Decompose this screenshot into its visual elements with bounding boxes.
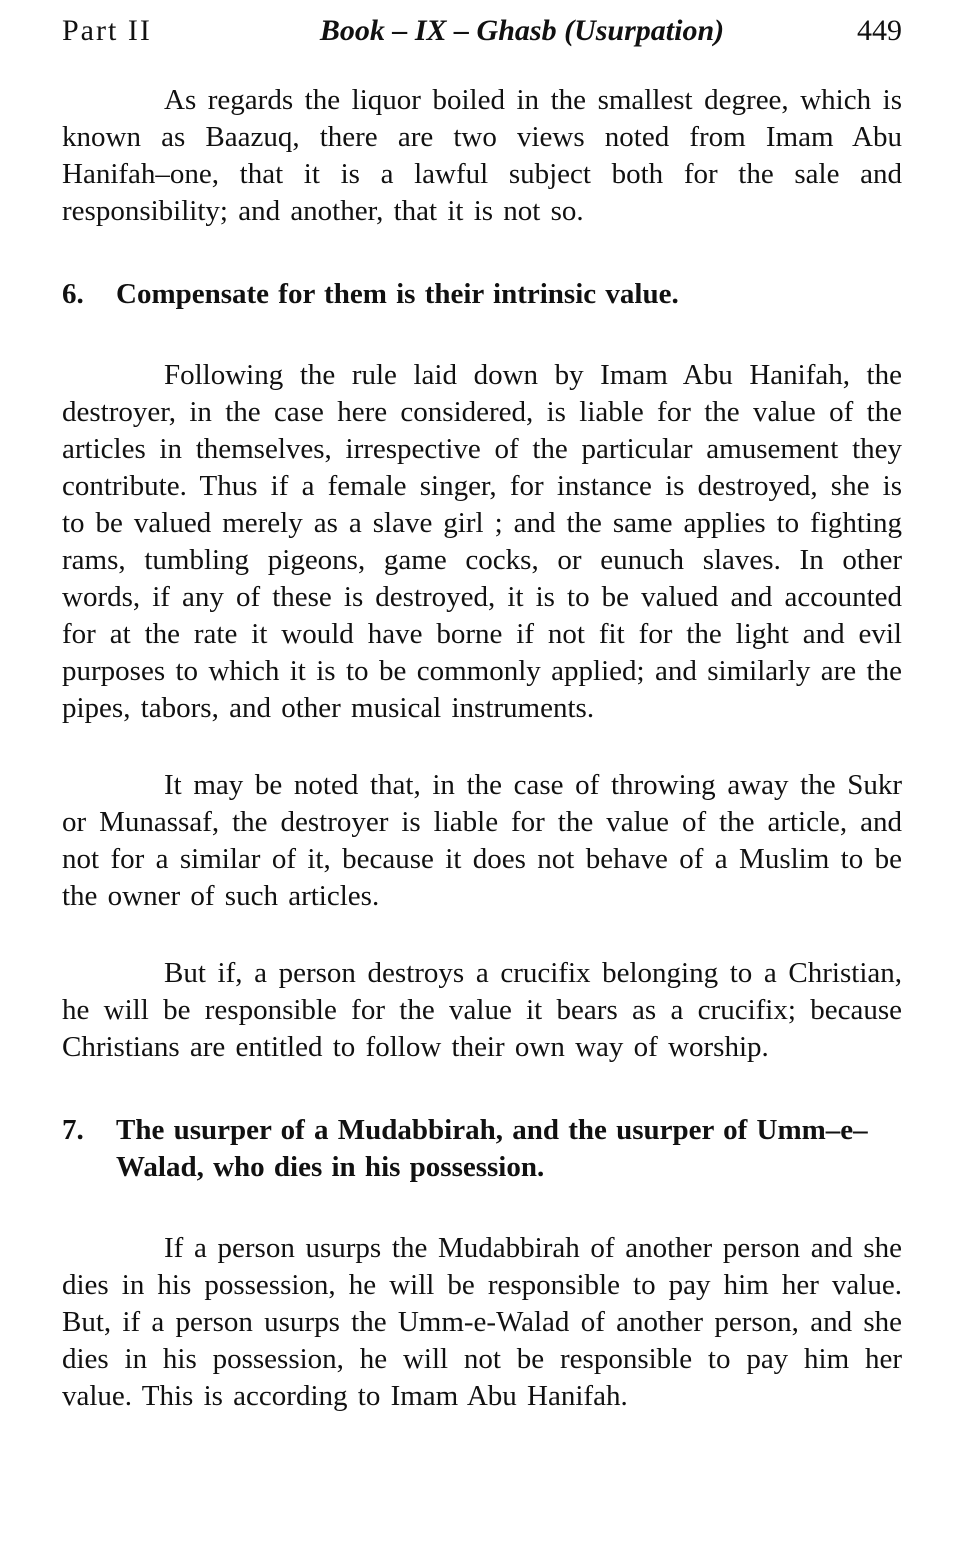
paragraph-4: But if, a person destroys a crucifix belonging to a Christian, he will be responsible for the value it bears as a crucifix; because Christians are entitled to follow their own way of worship. bbox=[62, 957, 902, 1063]
section-6-heading bbox=[62, 276, 902, 313]
section-7-number: 7. bbox=[62, 1114, 84, 1146]
paragraph-1: As regards the liquor boiled in the smallest degree, which is known as Baazuq, there are two views noted from Imam Abu Hanifah–one, that it is a lawful subject both for the sale and responsibility; and another, that it is not so. bbox=[62, 84, 902, 227]
section-7-heading bbox=[62, 1112, 902, 1186]
paragraph-3: It may be noted that, in the case of throwing away the Sukr or Munassaf, the destroyer is liable for the value of the article, and not for a similar of it, because it does not behave of a Muslim to be the owner of such articles. bbox=[62, 769, 902, 912]
section-6-number: 6. bbox=[62, 278, 84, 310]
paragraph-5: If a person usurps the Mudabbirah of another person and she dies in his possession, he will be responsible to pay him her value. But, if a person usurps the Umm-e-Walad of another person, and she dies in his possession, he will not be responsible to pay him her value. This is according to Imam Abu Hanifah. bbox=[62, 1232, 902, 1412]
page-header bbox=[62, 14, 902, 48]
paragraph-2: Following the rule laid down by Imam Abu Hanifah, the destroyer, in the case here considered, is liable for the value of the articles in themselves, irrespective of the particular amusement they contribute. Thus if a female singer, for instance is destroyed, she is to be valued merely as a slave girl ; and the same applies to fighting rams, tumbling pigeons, game cocks, or eunuch slaves. In other words, if any of these is destroyed, it is to be valued and accounted for at the rate it would have borne if not fit for the light and evil purposes to which it is to be commonly applied; and similarly are the pipes, tabors, and other musical instruments. bbox=[62, 359, 902, 724]
part-label: Part II bbox=[62, 14, 152, 47]
book-title: Book – IX – Ghasb (Usurpation) bbox=[319, 14, 725, 47]
section-7-title: The usurper of a Mudabbirah, and the usurper of Umm–e–Walad, who dies in his possession. bbox=[116, 1114, 868, 1183]
page-body bbox=[62, 82, 902, 1415]
page-number: 449 bbox=[857, 14, 902, 47]
section-6-title: Compensate for them is their intrinsic value. bbox=[116, 278, 679, 310]
